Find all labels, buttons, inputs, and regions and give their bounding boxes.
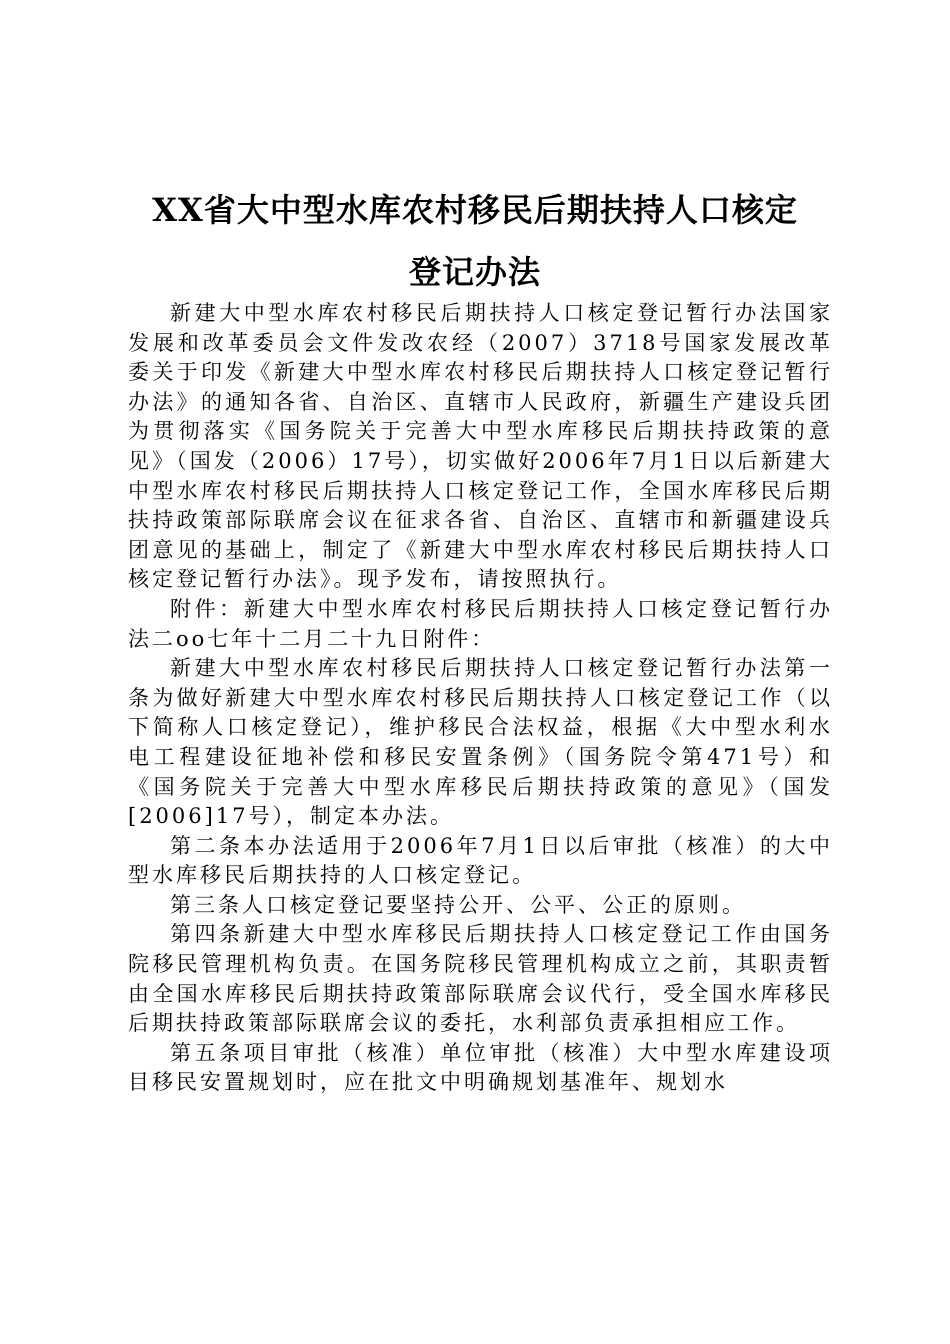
paragraph-article-1: 新建大中型水库农村移民后期扶持人口核定登记暂行办法第一条为做好新建大中型水库农村移民后期扶持人口核定登记工作（以下简称人口核定登记），维护移民合法权益，根据《大中型水利水电工程建设征地补偿和移民安置条例》（国务院令第471号）和《国务院关于完善大中型水库移民后期扶持政策的意见》（国发[2006]17号），制定本办法。 [128,656,833,829]
paragraph-article-5: 第五条项目审批（核准）单位审批（核准）大中型水库建设项目移民安置规划时，应在批文中明确规划基准年、规划水 [128,1040,833,1095]
paragraph-notice: 新建大中型水库农村移民后期扶持人口核定登记暂行办法国家发展和改革委员会文件发改农经（2007）3718号国家发展改革委关于印发《新建大中型水库农村移民后期扶持人口核定登记暂行办法》的通知各省、自治区、直辖市人民政府，新疆生产建设兵团为贯彻落实《国务院关于完善大中型水库移民后期扶持政策的意见》（国发（2006）17号），切实做好2006年7月1日以后新建大中型水库农村移民后期扶持人口核定登记工作，全国水库移民后期扶持政策部际联席会议在征求各省、自治区、直辖市和新疆建设兵团意见的基础上，制定了《新建大中型水库农村移民后期扶持人口核定登记暂行办法》。现予发布，请按照执行。 [128,301,833,592]
document-title-line-1: XX省大中型水库农村移民后期扶持人口核定 [152,191,798,229]
paragraph-article-3: 第三条人口核定登记要坚持公开、公平、公正的原则。 [170,892,746,917]
document-body [128,299,833,1098]
paragraph-article-2: 第二条本办法适用于2006年7月1日以后审批（核准）的大中型水库移民后期扶持的人口核定登记。 [128,833,833,888]
document-title-line-2: 登记办法 [408,253,541,291]
paragraph-article-4: 第四条新建大中型水库移民后期扶持人口核定登记工作由国务院移民管理机构负责。在国务院移民管理机构成立之前，其职责暂由全国水库移民后期扶持政策部际联席会议代行，受全国水库移民后期扶持政策部际联席会议的委托，水利部负责承担相应工作。 [128,922,833,1036]
paragraph-attachment: 附件：新建大中型水库农村移民后期扶持人口核定登记暂行办法二oo七年十二月二十九日附件： [128,596,833,651]
